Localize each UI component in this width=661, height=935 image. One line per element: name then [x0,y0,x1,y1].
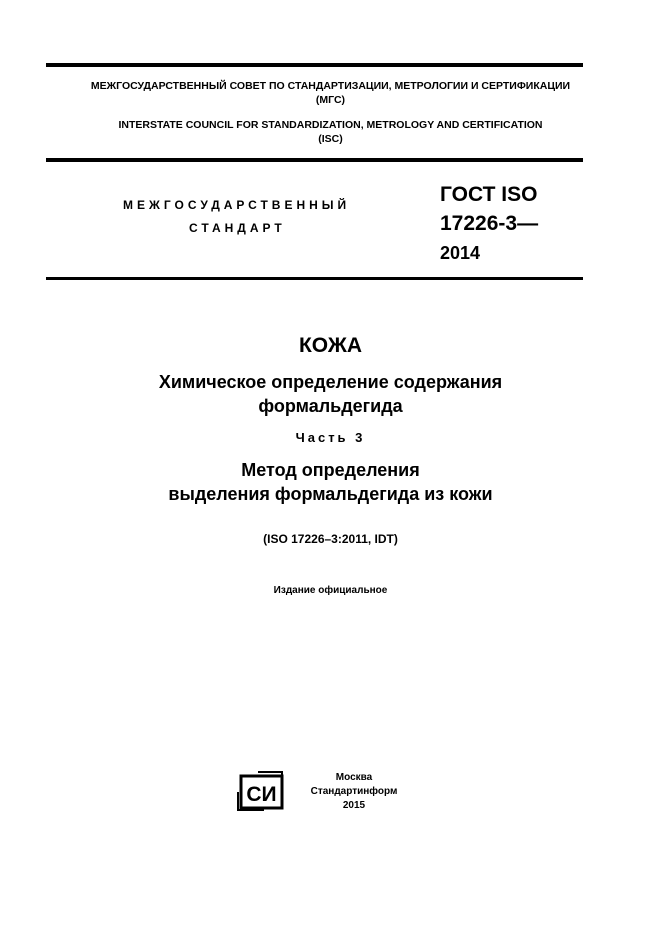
council-ru-line1: МЕЖГОСУДАРСТВЕННЫЙ СОВЕТ ПО СТАНДАРТИЗАЦИИ, МЕТРОЛОГИИ И СЕРТИФИКАЦИИ [90,80,571,92]
top-rule [46,63,583,67]
part-label: Часть 3 [295,430,366,445]
council-bottom-rule [46,158,583,162]
logo-lettering: СИ [246,783,277,806]
edition-label: Издание официальное [273,585,388,596]
method-line2: выделения формальдегида из кожи [168,484,493,504]
standartinform-logo [236,770,286,812]
header-bottom-rule [46,277,583,280]
standard-kind-line2: СТАНДАРТ [189,221,286,235]
publisher-year: 2015 [342,800,366,811]
publisher-name: Стандартинформ [310,786,398,797]
document-title: КОЖА [298,334,363,357]
method-line1: Метод определения [241,460,420,480]
gost-code-line2: 17226-3— [440,212,539,235]
subtitle-line2: формальдегида [258,396,403,416]
council-ru-abbr: (МГС) [315,94,346,106]
publisher-city: Москва [335,772,373,783]
gost-code-line1: ГОСТ ISO [440,183,538,206]
council-en-abbr: (ISC) [318,133,343,145]
standard-kind-line1: МЕЖГОСУДАРСТВЕННЫЙ [123,198,351,212]
subtitle-line1: Химическое определение содержания [158,372,503,392]
gost-code-line3: 2014 [440,243,481,263]
council-en-line1: INTERSTATE COUNCIL FOR STANDARDIZATION, METROLOGY AND CERTIFICATION [118,119,543,131]
iso-reference: (ISO 17226–3:2011, IDT) [263,532,398,546]
